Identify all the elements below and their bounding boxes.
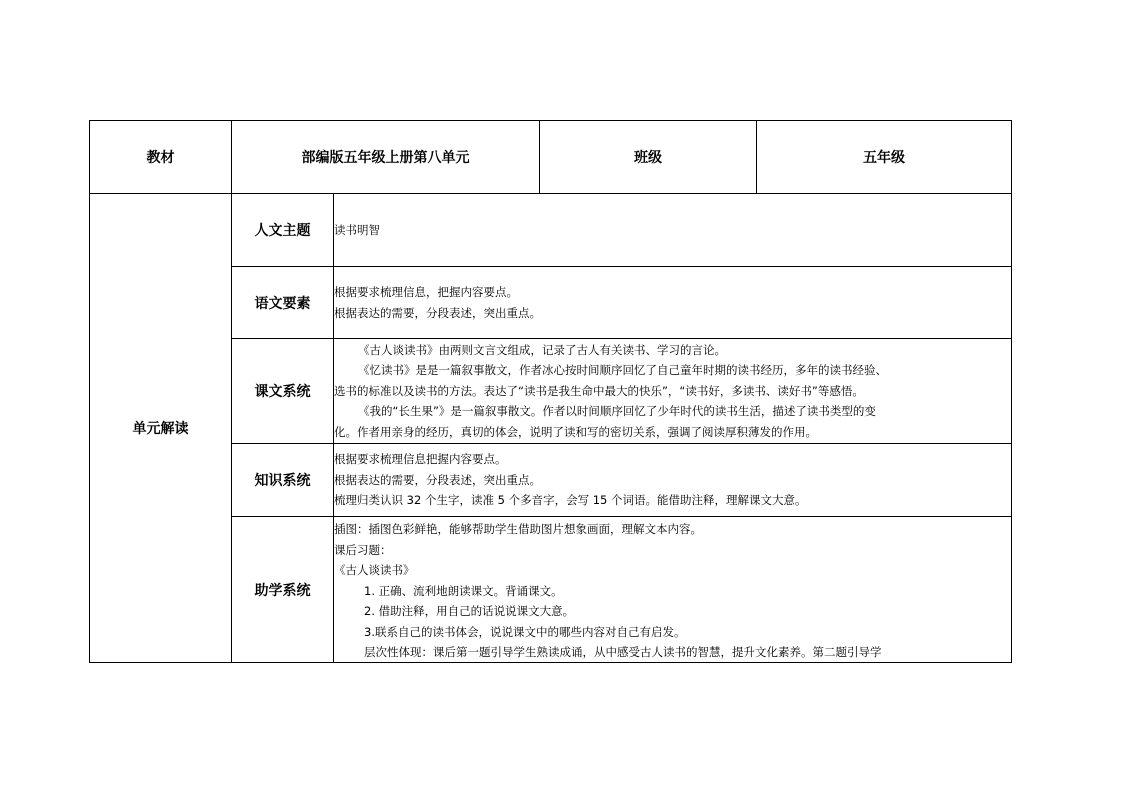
content-line: 根据表达的需要，分段表述，突出重点。 — [334, 305, 541, 320]
humanistic-theme-label: 人文主题 — [232, 194, 334, 267]
header-row — [90, 121, 1012, 194]
text-system-content — [334, 339, 1012, 444]
content-line: 读书明智 — [334, 222, 380, 237]
content-line: 《我的“长生果”》是一篇叙事散文。作者以时间顺序回忆了少年时代的读书生活，描述了读书类型的变 — [358, 404, 876, 419]
content-line: 《古人谈读书》 — [334, 563, 415, 577]
lesson-plan-table — [89, 120, 1012, 663]
knowledge-system-label: 知识系统 — [232, 444, 334, 517]
content-line: 梳理归类认识 32 个生字，读准 5 个多音字，会写 15 个词语。能借助注释，理解课文大意。 — [334, 493, 807, 508]
content-line: 化。作者用亲身的经历，真切的体会，说明了读和写的密切关系，强调了阅读厚积薄发的作用。 — [334, 424, 817, 439]
class-label: 班级 — [540, 121, 757, 194]
content-line: 1. 正确、流利地朗读课文。背诵课文。 — [364, 583, 563, 598]
content-line: 《忆读书》是是一篇叙事散文，作者冰心按时间顺序回忆了自己童年时期的读书经历，多年的读书经验、 — [358, 363, 887, 378]
unit-interpretation-label: 单元解读 — [90, 194, 232, 663]
class-value: 五年级 — [757, 121, 1012, 194]
knowledge-system-content — [334, 444, 1012, 517]
language-elements-content — [334, 267, 1012, 339]
content-line: 选书的标准以及读书的方法。表达了“读书是我生命中最大的快乐”，“读书好，多读书、读好书”等感悟。 — [334, 383, 864, 398]
learning-aid-system-label: 助学系统 — [232, 517, 334, 663]
material-value: 部编版五年级上册第八单元 — [232, 121, 540, 194]
humanistic-theme-content — [334, 194, 1012, 267]
content-line: 根据要求梳理信息把握内容要点。 — [334, 452, 507, 467]
content-line: 课后习题： — [334, 542, 392, 557]
row-humanistic-theme — [90, 194, 1012, 267]
content-line: 层次性体现：课后第一题引导学生熟读成诵，从中感受古人读书的智慧，提升文化素养。第二题引导学 — [364, 645, 882, 659]
content-line: 根据表达的需要，分段表述，突出重点。 — [334, 472, 541, 487]
content-line: 《古人谈读书》由两则文言文组成，记录了古人有关读书、学习的言论。 — [358, 342, 726, 357]
content-line: 3.联系自己的读书体会，说说课文中的哪些内容对自己有启发。 — [364, 624, 686, 639]
material-label: 教材 — [90, 121, 232, 194]
content-line: 2. 借助注释，用自己的话说说课文大意。 — [364, 604, 575, 618]
language-elements-label: 语文要素 — [232, 267, 334, 339]
content-line: 插图：插图色彩鲜艳，能够帮助学生借助图片想象画面，理解文本内容。 — [334, 522, 702, 536]
learning-aid-system-content — [334, 517, 1012, 663]
text-system-label: 课文系统 — [232, 339, 334, 444]
content-line: 根据要求梳理信息，把握内容要点。 — [334, 285, 518, 299]
